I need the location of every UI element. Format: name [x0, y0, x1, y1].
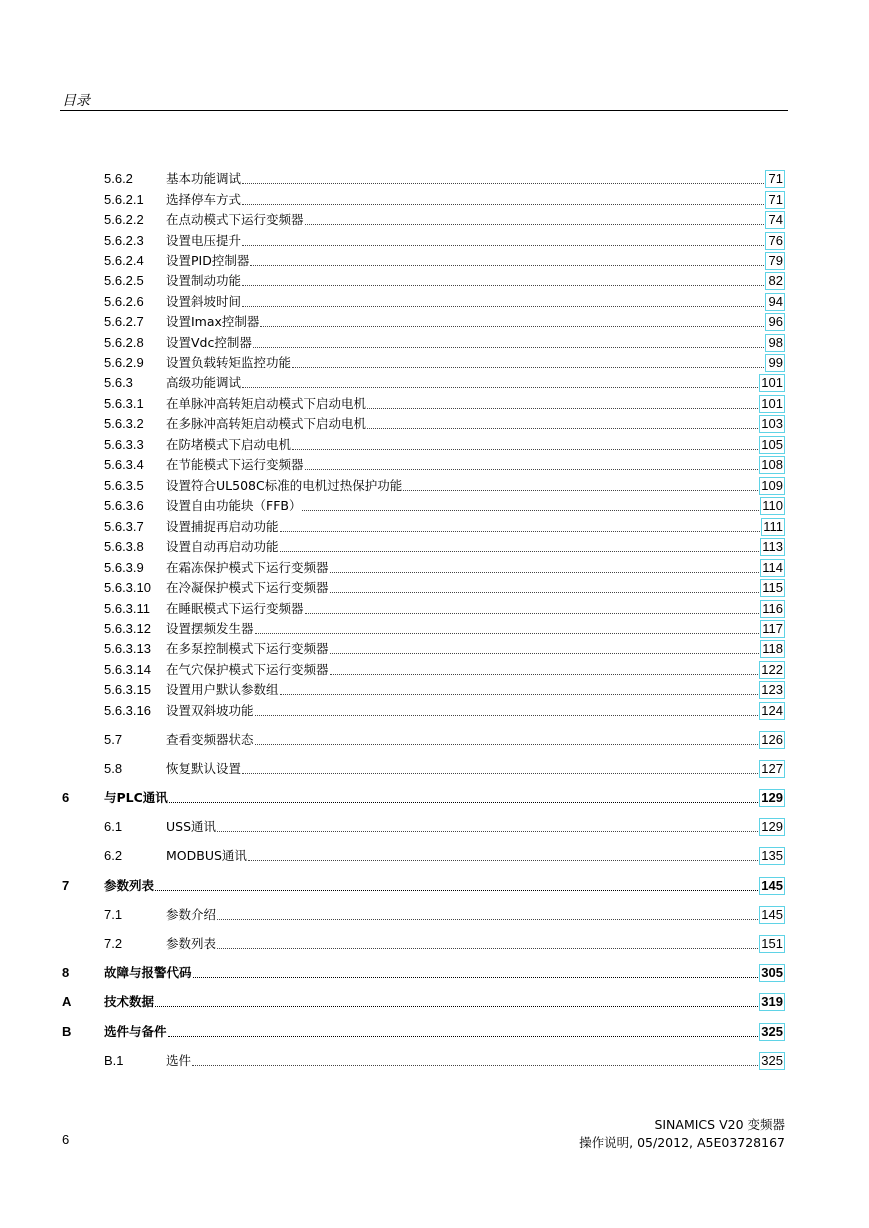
- toc-entry-title: 选件: [166, 1053, 192, 1068]
- toc-entry[interactable]: [0, 935, 869, 953]
- toc-entry-title: 参数列表: [166, 936, 217, 951]
- toc-entry-number: 5.6.3: [104, 375, 133, 390]
- toc-page-link[interactable]: 145: [761, 907, 783, 922]
- toc-page-link[interactable]: 127: [761, 761, 783, 776]
- toc-entry-number: 5.6.2.4: [104, 253, 144, 268]
- toc-entry[interactable]: [0, 232, 869, 250]
- toc-entry-number: 5.6.2.5: [104, 273, 144, 288]
- toc-entry-number: 8: [62, 965, 70, 980]
- toc-entry-number: 5.7: [104, 732, 123, 747]
- dot-leader: [255, 743, 759, 745]
- toc-entry-title: 设置制动功能: [166, 273, 242, 288]
- toc-entry-number: 5.6.2.7: [104, 314, 144, 329]
- toc-entry-title: 在多脉冲高转矩启动模式下启动电机: [166, 416, 367, 431]
- toc-entry-title: 设置电压提升: [166, 233, 242, 248]
- toc-page-link[interactable]: 103: [761, 416, 783, 431]
- dot-leader: [242, 772, 758, 774]
- toc-entry-number: 5.6.3.10: [104, 580, 151, 595]
- toc-entry[interactable]: [0, 818, 869, 836]
- toc-entry-title: 设置Imax控制器: [166, 314, 260, 329]
- dot-leader: [255, 632, 760, 634]
- toc-entry-title: 故障与报警代码: [104, 965, 192, 980]
- toc-entry-number: 5.6.3.16: [104, 703, 151, 718]
- toc-entry-number: 7.1: [104, 907, 123, 922]
- toc-page-link[interactable]: 105: [761, 437, 783, 452]
- toc-page-link[interactable]: 126: [761, 732, 783, 747]
- toc-entry-title: 在节能模式下运行变频器: [166, 457, 304, 472]
- toc-entry-title: 高级功能调试: [166, 375, 242, 390]
- toc-page-link[interactable]: 116: [762, 601, 783, 616]
- dot-leader: [242, 305, 764, 307]
- toc-entry-title: 设置捕捉再启动功能: [166, 519, 279, 534]
- footer-product-name: SINAMICS V20 变频器: [654, 1117, 785, 1132]
- toc-entry[interactable]: [0, 252, 869, 270]
- toc-page-link[interactable]: 82: [765, 272, 785, 290]
- toc-entry[interactable]: [0, 579, 869, 597]
- toc-entry[interactable]: [0, 456, 869, 474]
- toc-entry-number: 5.6.3.13: [104, 641, 151, 656]
- toc-entry-title: 参数列表: [104, 878, 155, 893]
- dot-leader: [242, 244, 764, 246]
- toc-entry[interactable]: [0, 906, 869, 924]
- toc-entry[interactable]: [0, 272, 869, 290]
- toc-entry-number: 5.6.3.11: [104, 601, 151, 616]
- dot-leader: [155, 889, 758, 891]
- toc-entry-title: 恢复默认设置: [166, 761, 242, 776]
- dot-leader: [367, 427, 758, 429]
- toc-entry-number: 5.6.3.9: [104, 560, 144, 575]
- toc-page-link[interactable]: 101: [761, 375, 783, 390]
- dot-leader: [168, 1035, 759, 1037]
- toc-entry-number: B: [62, 1024, 72, 1039]
- toc-entry-number: 5.6.3.12: [104, 621, 151, 636]
- toc-entry[interactable]: [0, 170, 869, 188]
- toc-entry[interactable]: [0, 847, 869, 865]
- toc-entry[interactable]: [0, 436, 869, 454]
- toc-page-link[interactable]: 114: [762, 560, 783, 575]
- toc-entry-title: 选件与备件: [104, 1024, 167, 1039]
- toc-entry[interactable]: [0, 518, 869, 536]
- toc-entry-title: 设置负载转矩监控功能: [166, 355, 292, 370]
- toc-entry[interactable]: [0, 760, 869, 778]
- toc-entry-title: 在冷凝保护模式下运行变频器: [166, 580, 329, 595]
- toc-entry[interactable]: [0, 497, 869, 515]
- dot-leader: [292, 366, 764, 368]
- toc-entry-number: 5.6.2.8: [104, 335, 144, 350]
- toc-entry-title: 设置Vdc控制器: [166, 335, 252, 350]
- toc-page-link[interactable]: 129: [761, 819, 783, 834]
- toc-entry[interactable]: [0, 334, 869, 352]
- toc-entry-number: 5.8: [104, 761, 123, 776]
- toc-entry-number: 5.6.2.6: [104, 294, 144, 309]
- toc-page-link[interactable]: 325: [761, 1053, 783, 1068]
- dot-leader: [217, 830, 758, 832]
- dot-leader: [305, 223, 764, 225]
- dot-leader: [242, 203, 764, 205]
- toc-entry-number: 5.6.2.3: [104, 233, 144, 248]
- toc-entry-number: 5.6.3.3: [104, 437, 144, 452]
- dot-leader: [253, 346, 764, 348]
- toc-page-link[interactable]: 79: [765, 252, 785, 270]
- toc-entry[interactable]: [0, 1052, 869, 1070]
- dot-leader: [250, 264, 764, 266]
- toc-page-link[interactable]: 115: [762, 580, 783, 595]
- toc-page-link[interactable]: 325: [761, 1024, 783, 1039]
- toc-page-link[interactable]: 94: [765, 293, 785, 311]
- toc-entry-title: 设置双斜坡功能: [166, 703, 254, 718]
- toc-page-link[interactable]: 123: [761, 682, 783, 697]
- toc-entry-title: 在点动模式下运行变频器: [166, 212, 304, 227]
- running-header-title: 目录: [62, 93, 90, 109]
- toc-entry-title: 设置自动再启动功能: [166, 539, 279, 554]
- toc-entry-title: 查看变频器状态: [166, 732, 254, 747]
- toc-page-link[interactable]: 151: [761, 936, 783, 951]
- toc-entry-title: 设置符合UL508C标准的电机过热保护功能: [166, 478, 403, 493]
- dot-leader: [367, 407, 758, 409]
- dot-leader: [260, 325, 764, 327]
- toc-entry-title: 选择停车方式: [166, 192, 242, 207]
- dot-leader: [330, 571, 760, 573]
- toc-entry[interactable]: [0, 191, 869, 209]
- toc-page-link[interactable]: 118: [762, 641, 783, 656]
- toc-entry[interactable]: [0, 661, 869, 679]
- toc-entry[interactable]: [0, 354, 869, 372]
- toc-entry[interactable]: [0, 877, 869, 895]
- dot-leader: [248, 859, 758, 861]
- toc-entry-title: 设置自由功能块（FFB）: [166, 498, 302, 513]
- toc-entry[interactable]: [0, 681, 869, 699]
- dot-leader: [255, 714, 759, 716]
- toc-entry-number: 5.6.3.4: [104, 457, 144, 472]
- toc-entry[interactable]: [0, 211, 869, 229]
- toc-entry-title: 在睡眠模式下运行变频器: [166, 601, 304, 616]
- toc-entry[interactable]: [0, 731, 869, 749]
- toc-entry-title: 技术数据: [104, 994, 155, 1009]
- toc-entry-number: 5.6.2: [104, 171, 133, 186]
- toc-page-link[interactable]: 122: [761, 662, 783, 677]
- dot-leader: [280, 693, 759, 695]
- toc-page-link[interactable]: 108: [761, 457, 783, 472]
- dot-leader: [242, 386, 758, 388]
- toc-entry-title: 基本功能调试: [166, 171, 242, 186]
- toc-entry-number: 5.6.3.15: [104, 682, 151, 697]
- dot-leader: [330, 652, 760, 654]
- dot-leader: [242, 182, 764, 184]
- toc-entry[interactable]: [0, 293, 869, 311]
- toc-entry-number: 6.1: [104, 819, 123, 834]
- toc-entry-number: 5.6.2.9: [104, 355, 144, 370]
- toc-entry-number: 5.6.3.2: [104, 416, 144, 431]
- dot-leader: [305, 468, 759, 470]
- toc-entry-number: 5.6.3.5: [104, 478, 144, 493]
- toc-page-link[interactable]: 99: [765, 354, 785, 372]
- toc-entry[interactable]: [0, 789, 869, 807]
- dot-leader: [217, 947, 758, 949]
- toc-entry[interactable]: [0, 313, 869, 331]
- dot-leader: [280, 530, 761, 532]
- toc-entry-number: 7.2: [104, 936, 123, 951]
- toc-entry[interactable]: [0, 620, 869, 638]
- toc-entry-number: 5.6.3.8: [104, 539, 144, 554]
- toc-entry-title: 在霜冻保护模式下运行变频器: [166, 560, 329, 575]
- toc-page-link[interactable]: 76: [765, 232, 785, 250]
- toc-page-link[interactable]: 124: [761, 703, 783, 718]
- toc-page-link[interactable]: 101: [761, 396, 783, 411]
- toc-entry-number: B.1: [104, 1053, 124, 1068]
- toc-entry-title: 参数介绍: [166, 907, 217, 922]
- dot-leader: [242, 284, 764, 286]
- footer-page-number: 6: [62, 1132, 70, 1147]
- toc-page-link[interactable]: 71: [765, 170, 785, 188]
- dot-leader: [403, 489, 758, 491]
- toc-entry[interactable]: [0, 415, 869, 433]
- dot-leader: [302, 509, 759, 511]
- toc-entry-title: 在单脉冲高转矩启动模式下启动电机: [166, 396, 367, 411]
- dot-leader: [330, 591, 760, 593]
- toc-entry-number: 6.2: [104, 848, 123, 863]
- toc-page-link[interactable]: 109: [761, 478, 783, 493]
- toc-page-link[interactable]: 110: [762, 498, 783, 513]
- dot-leader: [280, 550, 760, 552]
- dot-leader: [192, 1064, 758, 1066]
- toc-page-link[interactable]: 305: [761, 965, 783, 980]
- toc-entry-title: 设置用户默认参数组: [166, 682, 279, 697]
- dot-leader: [193, 976, 759, 978]
- toc-entry-title: 在多泵控制模式下运行变频器: [166, 641, 329, 656]
- toc-entry-number: A: [62, 994, 72, 1009]
- dot-leader: [217, 918, 758, 920]
- toc-entry-number: 7: [62, 878, 70, 893]
- toc-entry-number: 5.6.3.1: [104, 396, 144, 411]
- toc-page-link[interactable]: 145: [761, 878, 783, 893]
- dot-leader: [169, 801, 758, 803]
- toc-entry[interactable]: [0, 993, 869, 1011]
- toc-entry-number: 5.6.3.7: [104, 519, 144, 534]
- toc-entry[interactable]: [0, 964, 869, 982]
- toc-page-link[interactable]: 319: [761, 994, 783, 1009]
- toc-entry-title: 设置PID控制器: [166, 253, 250, 268]
- toc-entry-title: 设置摆频发生器: [166, 621, 254, 636]
- toc-entry[interactable]: [0, 559, 869, 577]
- toc-entry-title: 与PLC通讯: [104, 790, 168, 805]
- toc-page-link[interactable]: 96: [765, 313, 785, 331]
- toc-entry-number: 5.6.2.1: [104, 192, 144, 207]
- toc-entry[interactable]: [0, 640, 869, 658]
- toc-page-link[interactable]: 129: [761, 790, 783, 805]
- footer-document-info: 操作说明, 05/2012, A5E03728167: [579, 1135, 785, 1150]
- toc-entry-number: 6: [62, 790, 70, 805]
- toc-page-link[interactable]: 74: [765, 211, 785, 229]
- toc-entry-number: 5.6.3.6: [104, 498, 144, 513]
- toc-entry[interactable]: [0, 702, 869, 720]
- dot-leader: [155, 1005, 758, 1007]
- toc-page-link[interactable]: 113: [762, 539, 783, 554]
- toc-entry-number: 5.6.3.14: [104, 662, 151, 677]
- toc-entry[interactable]: [0, 600, 869, 618]
- toc-entry-title: 在气穴保护模式下运行变频器: [166, 662, 329, 677]
- toc-entry-number: 5.6.2.2: [104, 212, 144, 227]
- toc-entry[interactable]: [0, 395, 869, 413]
- dot-leader: [330, 673, 759, 675]
- toc-entry[interactable]: [0, 477, 869, 495]
- toc-page-link[interactable]: 71: [765, 191, 785, 209]
- toc-page-link[interactable]: 135: [761, 848, 783, 863]
- toc-page-link[interactable]: 111: [763, 519, 783, 534]
- toc-entry-title: 在防堵模式下启动电机: [166, 437, 292, 452]
- toc-entry-title: MODBUS通讯: [166, 848, 247, 863]
- toc-entry[interactable]: [0, 374, 869, 392]
- dot-leader: [305, 612, 760, 614]
- toc-page-link[interactable]: 98: [765, 334, 785, 352]
- toc-page-link[interactable]: 117: [762, 621, 783, 636]
- toc-entry[interactable]: [0, 1023, 869, 1041]
- dot-leader: [292, 448, 758, 450]
- toc-entry[interactable]: [0, 538, 869, 556]
- toc-entry-title: USS通讯: [166, 819, 217, 834]
- toc-entry-title: 设置斜坡时间: [166, 294, 242, 309]
